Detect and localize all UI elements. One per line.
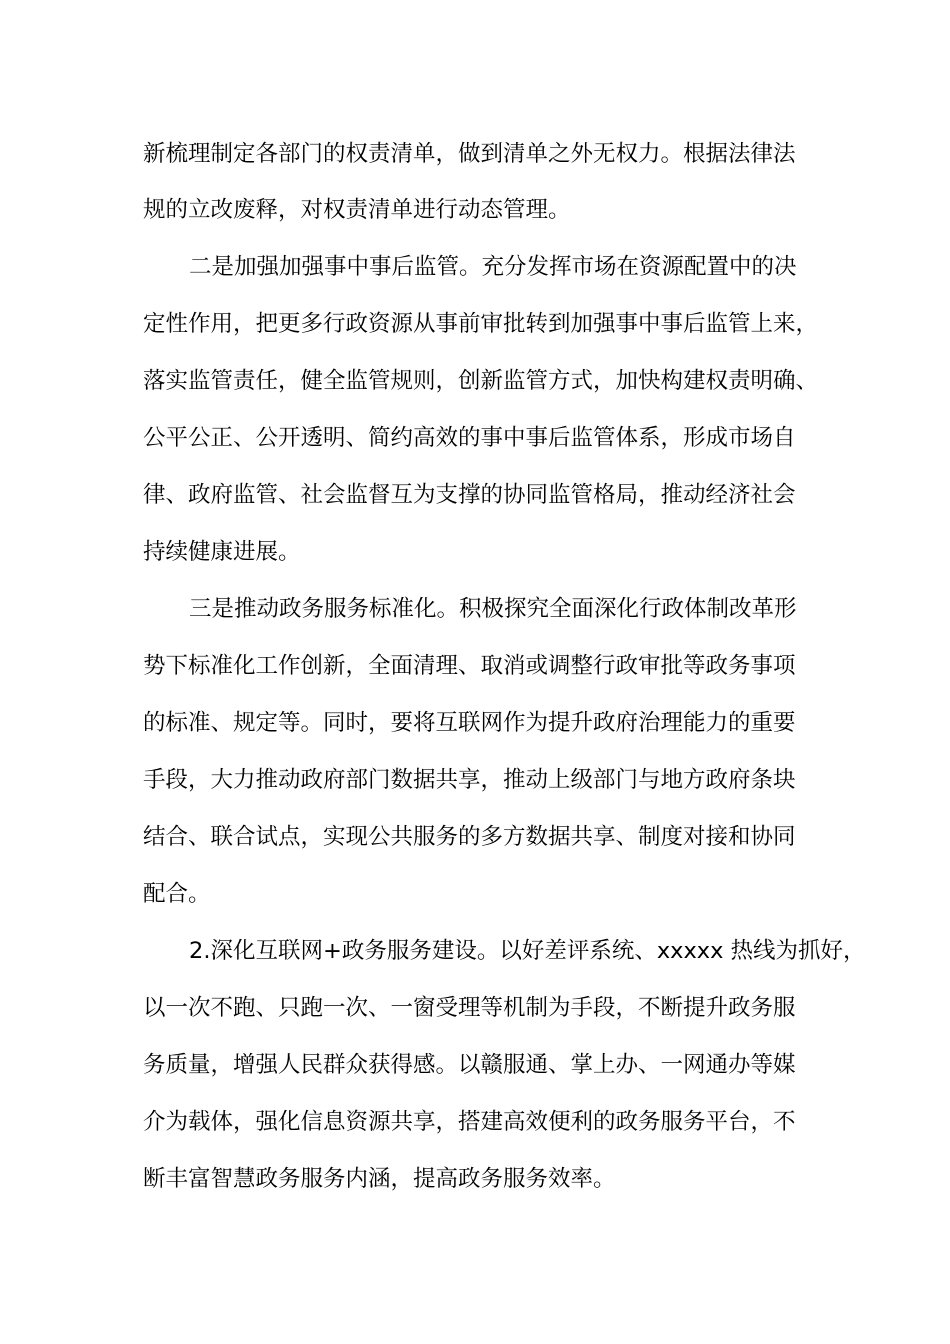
text-line: 公平公正、公开透明、简约高效的事中事后监管体系，形成市场自	[143, 425, 796, 451]
text-line: 势下标准化工作创新，全面清理、取消或调整行政审批等政务事项	[143, 653, 796, 679]
text-line: 断丰富智慧政务服务内涵，提高政务服务效率。	[143, 1166, 616, 1192]
text-line: 手段，大力推动政府部门数据共享，推动上级部门与地方政府条块	[143, 767, 796, 793]
text-line: 介为载体，强化信息资源共享，搭建高效便利的政务服务平台，不	[143, 1109, 796, 1135]
text-line: 定性作用，把更多行政资源从事前审批转到加强事中事后监管上来，	[143, 311, 819, 337]
text-line: 务质量，增强人民群众获得感。以赣服通、掌上办、一网通办等媒	[143, 1052, 796, 1078]
text-line: 配合。	[143, 881, 211, 907]
paragraph-start-line: 二是加强加强事中事后监管。充分发挥市场在资源配置中的决	[189, 254, 797, 280]
text-line: 持续健康进展。	[143, 539, 301, 565]
text-line: 规的立改废释，对权责清单进行动态管理。	[143, 197, 571, 223]
text-line: 落实监管责任，健全监管规则，创新监管方式，加快构建权责明确、	[143, 368, 819, 394]
text-line: 以一次不跑、只跑一次、一窗受理等机制为手段，不断提升政务服	[143, 995, 796, 1021]
text-line: 结合、联合试点，实现公共服务的多方数据共享、制度对接和协同	[143, 824, 796, 850]
paragraph-start-line: 三是推动政务服务标准化。积极探究全面深化行政体制改革形	[189, 596, 797, 622]
text-line: 新梳理制定各部门的权责清单，做到清单之外无权力。根据法律法	[143, 141, 796, 167]
paragraph-start-line: 2.深化互联网+政务服务建设。以好差评系统、xxxxx 热线为抓好，	[189, 938, 866, 964]
text-line: 的标准、规定等。同时，要将互联网作为提升政府治理能力的重要	[143, 710, 796, 736]
text-line: 律、政府监管、社会监督互为支撑的协同监管格局，推动经济社会	[143, 482, 796, 508]
